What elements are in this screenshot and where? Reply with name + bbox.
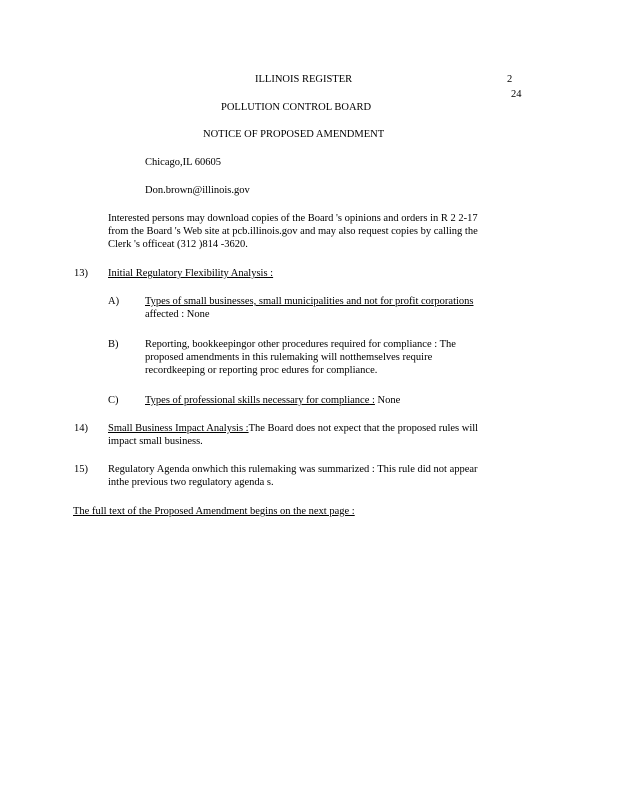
address-email: Don.brown@illinois.gov	[145, 185, 250, 196]
item-14-text	[108, 422, 528, 448]
full-text-notice: The full text of the Proposed Amendment begins on the next page :	[73, 506, 355, 517]
item-13a-text	[145, 295, 528, 321]
intro-line-2: from the Board 's Web site at pcb.illinois.gov and may also request copies by calling the	[108, 226, 478, 237]
item-13b-line-3: recordkeeping or reporting proc edures for compliance.	[145, 365, 378, 376]
intro-paragraph	[108, 212, 528, 251]
item-15-line-1: Regulatory Agenda onwhich this rulemaking was summarized : This rule did not appear	[108, 464, 478, 475]
item-13c-letter: C)	[108, 395, 119, 406]
item-14-number: 14)	[74, 423, 88, 434]
agency-title: POLLUTION CONTROL BOARD	[221, 102, 372, 113]
item-13a-line-2: affected : None	[145, 309, 210, 320]
item-14-line-2: impact small business.	[108, 436, 203, 447]
intro-line-1: Interested persons may download copies of the Board 's opinions and orders in R 2 2-17	[108, 213, 478, 224]
item-13b-text	[145, 338, 528, 377]
item-13b-line-2: proposed amendments in this rulemaking will notthemselves require	[145, 352, 433, 363]
item-13b-letter: B)	[108, 339, 119, 350]
register-title: ILLINOIS REGISTER	[255, 74, 353, 85]
item-14-title: Small Business Impact Analysis :	[108, 423, 249, 434]
item-15-line-2: inthe previous two regulatory agenda s.	[108, 477, 274, 488]
page-number-line2: 24	[511, 89, 522, 100]
page-number: 2	[507, 74, 513, 85]
item-13c-text	[145, 394, 528, 407]
item-13-title: Initial Regulatory Flexibility Analysis :	[108, 268, 274, 279]
intro-line-3: Clerk 's officeat (312 )814 -3620.	[108, 239, 248, 250]
notice-title: NOTICE OF PROPOSED AMENDMENT	[203, 129, 385, 140]
item-13c-value: None	[374, 395, 401, 406]
item-13a-letter: A)	[108, 296, 120, 307]
item-13b-line-1: Reporting, bookkeepingor other procedures required for compliance : The	[145, 339, 456, 350]
item-15-number: 15)	[74, 464, 88, 475]
item-13c-title: Types of professional skills necessary for compliance :	[145, 395, 375, 406]
item-15-text	[108, 463, 528, 489]
item-13-number: 13)	[74, 268, 88, 279]
address-city: Chicago,IL 60605	[145, 157, 222, 168]
item-13a-line-1: Types of small businesses, small municipalities and not for profit corporations	[145, 296, 474, 307]
item-14-line-1: The Board does not expect that the proposed rules will	[248, 423, 479, 434]
